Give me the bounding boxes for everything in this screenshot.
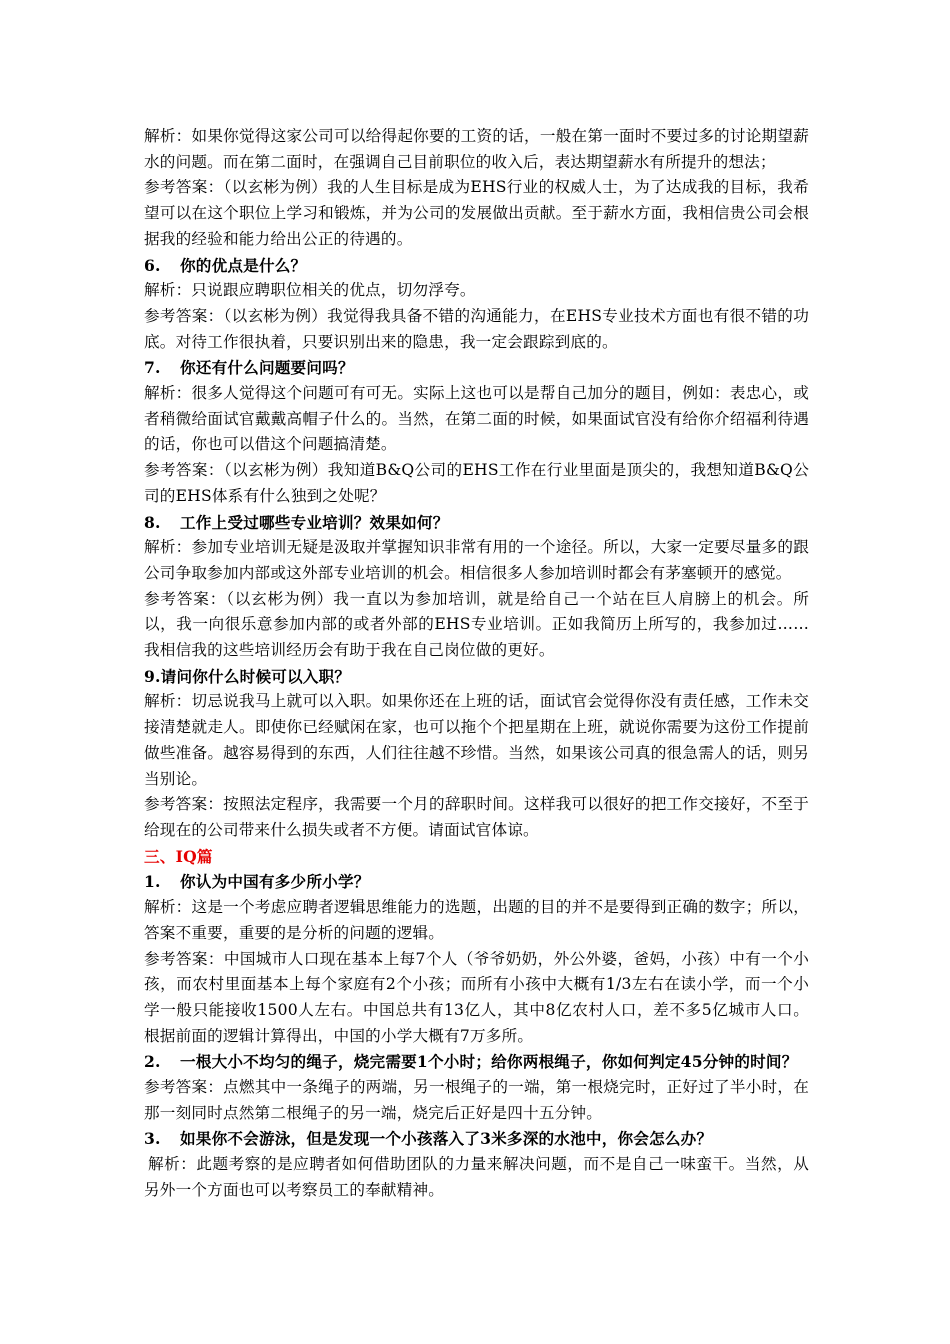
question-heading-7 xyxy=(144,355,809,381)
reference-answer-paragraph: 参考答案：（以玄彬为例）我的人生目标是成为EHS行业的权威人士，为了达成我的目标，我希望可以在这个职位上学习和锻炼，并为公司的发展做出贡献。至于薪水方面，我相信贵公司会根据我的经验和能力给出公正的待遇的。 xyxy=(144,178,809,248)
question-text: 你的优点是什么？ xyxy=(180,255,307,275)
analysis-paragraph: 解析：很多人觉得这个问题可有可无。实际上这也可以是帮自己加分的题目，例如：表忠心，或者稍微给面试官戴戴高帽子什么的。当然，在第二面的时候，如果面试官没有给你介绍福利待遇的话，你也可以借这个问题搞清楚。 xyxy=(144,384,809,454)
reference-answer-paragraph: 参考答案：按照法定程序，我需要一个月的辞职时间。这样我可以很好的把工作交接好，不至于给现在的公司带来什么损失或者不方便。请面试官体谅。 xyxy=(144,795,809,839)
iq-question-heading-3 xyxy=(144,1126,809,1152)
question-text: 你还有什么问题要问吗？ xyxy=(180,358,354,378)
question-text: 工作上受过哪些专业培训？效果如何？ xyxy=(180,512,449,532)
analysis-paragraph: 解析：只说跟应聘职位相关的优点，切勿浮夸。 xyxy=(144,281,476,300)
question-number: 2. xyxy=(144,1052,161,1072)
question-heading-8 xyxy=(144,510,809,536)
question-number: 1. xyxy=(144,872,161,892)
document-body xyxy=(144,124,809,1204)
question-text: 如果你不会游泳，但是发现一个小孩落入了3米多深的水池中，你会怎么办？ xyxy=(180,1129,713,1149)
reference-answer-paragraph: 参考答案：（以玄彬为例）我知道B&Q公司的EHS工作在行业里面是顶尖的，我想知道B&Q公司的EHS体系有什么独到之处呢？ xyxy=(144,461,809,505)
analysis-paragraph: 解析：切忌说我马上就可以入职。如果你还在上班的话，面试官会觉得你没有责任感，工作未交接清楚就走人。即使你已经赋闲在家，也可以拖个个把星期在上班，就说你需要为这份工作提前做些准备。越容易得到的东西，人们往往越不珍惜。当然，如果该公司真的很急需人的话，则另当别论。 xyxy=(144,692,809,788)
reference-answer-paragraph: 参考答案：中国城市人口现在基本上每7个人（爷爷奶奶，外公外婆，爸妈，小孩）中有一个小孩，而农村里面基本上每个家庭有2个小孩；而所有小孩中大概有1/3左右在读小学，而一个小学一般只能接收1500人左右。中国总共有13亿人，其中8亿农村人口，差不多5亿城市人口。根据前面的逻辑计算得出，中国的小学大概有7万多所。 xyxy=(144,949,809,1045)
section-heading-iq: 三、IQ篇 xyxy=(144,846,213,866)
analysis-paragraph: 解析：如果你觉得这家公司可以给得起你要的工资的话，一般在第一面时不要过多的讨论期望薪水的问题。而在第二面时，在强调自己目前职位的收入后，表达期望薪水有所提升的想法； xyxy=(144,127,809,171)
question-number: 8. xyxy=(144,512,161,532)
question-number: 3. xyxy=(144,1129,161,1149)
reference-answer-paragraph: 参考答案：点燃其中一条绳子的两端，另一根绳子的一端，第一根烧完时，正好过了半小时，在那一刻同时点然第二根绳子的另一端，烧完后正好是四十五分钟。 xyxy=(144,1078,809,1122)
analysis-paragraph: 解析：此题考察的是应聘者如何借助团队的力量来解决问题，而不是自己一味蛮干。当然，从另外一个方面也可以考察员工的奉献精神。 xyxy=(144,1155,809,1199)
question-text: 你认为中国有多少所小学？ xyxy=(180,872,370,892)
question-number: 6. xyxy=(144,255,161,275)
reference-answer-paragraph: 参考答案：（以玄彬为例）我一直以为参加培训，就是给自己一个站在巨人肩膀上的机会。所以，我一向很乐意参加内部的或者外部的EHS专业培训。正如我简历上所写的，我参加过……我相信我的这些培训经历会有助于我在自己岗位做的更好。 xyxy=(144,589,809,660)
question-heading-9: 9.请问你什么时候可以入职？ xyxy=(144,666,351,686)
iq-question-heading-1 xyxy=(144,869,809,895)
question-heading-6 xyxy=(144,253,809,279)
iq-question-heading-2 xyxy=(144,1049,809,1075)
reference-answer-paragraph: 参考答案：（以玄彬为例）我觉得我具备不错的沟通能力，在EHS专业技术方面也有很不错的功底。对待工作很执着，只要识别出来的隐患，我一定会跟踪到底的。 xyxy=(144,306,809,351)
analysis-paragraph: 解析：参加专业培训无疑是汲取并掌握知识非常有用的一个途径。所以，大家一定要尽量多的跟公司争取参加内部或这外部专业培训的机会。相信很多人参加培训时都会有茅塞顿开的感觉。 xyxy=(144,538,809,582)
question-text: 一根大小不均匀的绳子，烧完需要1个小时；给你两根绳子，你如何判定45分钟的时间？ xyxy=(180,1052,798,1072)
analysis-paragraph: 解析：这是一个考虑应聘者逻辑思维能力的选题，出题的目的并不是要得到正确的数字；所以，答案不重要，重要的是分析的问题的逻辑。 xyxy=(144,898,809,942)
question-number: 7. xyxy=(144,358,161,378)
